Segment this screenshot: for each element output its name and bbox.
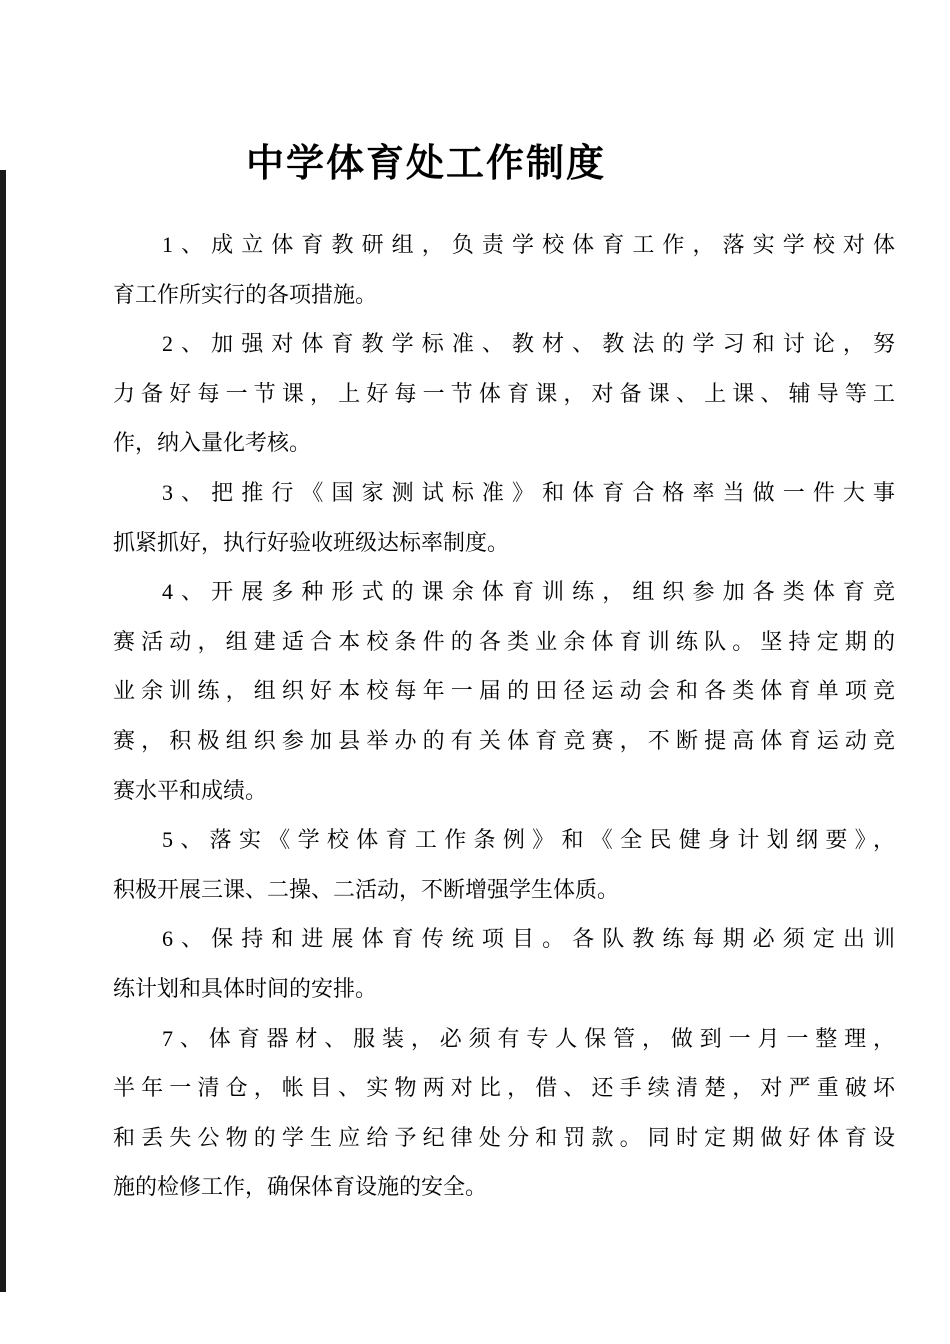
paragraph bbox=[113, 220, 895, 319]
paragraph-line: 练计划和具体时间的安排。 bbox=[113, 975, 378, 1001]
paragraph bbox=[113, 567, 895, 815]
paragraph-line: 1、成立体育教研组，负责学校体育工作，落实学校对体 bbox=[162, 232, 895, 257]
paragraph-line: 育工作所实行的各项措施。 bbox=[113, 281, 378, 307]
paragraph-line: 施的检修工作，确保体育设施的安全。 bbox=[113, 1174, 488, 1200]
document-content bbox=[113, 140, 895, 1212]
paragraph-line: 赛活动，组建适合本校条件的各类业余体育训练队。坚持定期的 bbox=[113, 628, 895, 654]
scan-edge-artifact bbox=[0, 170, 6, 1292]
paragraph bbox=[113, 1014, 895, 1212]
paragraph-line: 5、落实《学校体育工作条例》和《全民健身计划纲要》， bbox=[162, 827, 895, 853]
paragraph-line: 抓紧抓好，执行好验收班级达标率制度。 bbox=[113, 529, 510, 555]
paragraph-line: 赛，积极组织参加县举办的有关体育竞赛，不断提高体育运动竞 bbox=[113, 727, 895, 753]
paragraph-line: 作，纳入量化考核。 bbox=[113, 430, 312, 456]
paragraph-line: 4、开展多种形式的课余体育训练，组织参加各类体育竞 bbox=[162, 579, 895, 605]
paragraph-line: 积极开展三课、二操、二活动，不断增强学生体质。 bbox=[113, 876, 620, 902]
paragraph-line: 6、保持和进展体育传统项目。各队教练每期必须定出训 bbox=[162, 926, 895, 952]
paragraph-line: 和丢失公物的学生应给予纪律处分和罚款。同时定期做好体育设 bbox=[113, 1124, 895, 1150]
paragraph bbox=[113, 319, 895, 468]
document-body bbox=[113, 220, 895, 1212]
paragraph-line: 赛水平和成绩。 bbox=[113, 777, 268, 803]
paragraph-line: 半年一清仓，帐目、实物两对比，借、还手续清楚，对严重破坏 bbox=[113, 1075, 895, 1101]
paragraph-line: 3、把推行《国家测试标准》和体育合格率当做一件大事 bbox=[162, 479, 895, 505]
document-title: 中学体育处工作制度 bbox=[245, 143, 606, 185]
paragraph bbox=[113, 914, 895, 1013]
paragraph-line: 业余训练，组织好本校每年一届的田径运动会和各类体育单项竞 bbox=[113, 678, 895, 704]
paragraph-line: 2、加强对体育教学标准、教材、教法的学习和讨论，努 bbox=[162, 331, 895, 357]
paragraph-line: 7、体育器材、服装，必须有专人保管，做到一月一整理， bbox=[162, 1025, 895, 1051]
paragraph-line: 力备好每一节课，上好每一节体育课，对备课、上课、辅导等工 bbox=[113, 380, 895, 406]
paragraph bbox=[113, 815, 895, 914]
paragraph bbox=[113, 468, 895, 567]
